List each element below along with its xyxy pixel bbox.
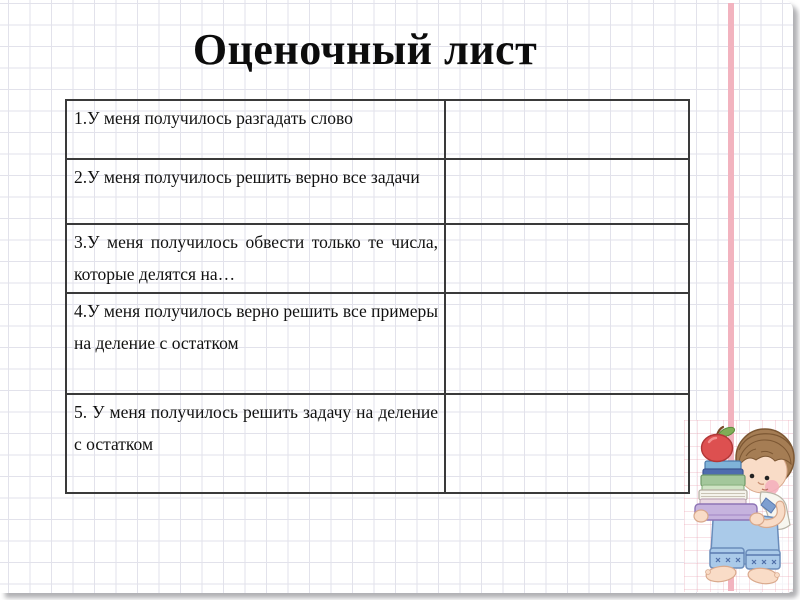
criterion-cell: 2.У меня получилось решить верно все задачи	[66, 159, 445, 224]
answer-cell	[445, 293, 689, 394]
answer-cell	[445, 224, 689, 293]
table-row	[66, 100, 689, 159]
answer-cell	[445, 159, 689, 224]
criterion-cell: 1.У меня получилось разгадать слово	[66, 100, 445, 159]
boy-with-books-clipart-icon	[683, 420, 798, 592]
slide-title: Оценочный лист	[192, 25, 538, 74]
answer-cell	[445, 394, 689, 493]
evaluation-table	[65, 99, 690, 494]
table-row	[66, 293, 689, 394]
table-row	[66, 224, 689, 293]
criterion-cell: 5. У меня получилось решить задачу на деление с остатком	[66, 394, 445, 493]
table-row	[66, 159, 689, 224]
criterion-cell: 3.У меня получилось обвести только те числа, которые делятся на…	[66, 224, 445, 293]
table-row	[66, 394, 689, 493]
answer-cell	[445, 100, 689, 159]
criterion-cell: 4.У меня получилось верно решить все примеры на деление с остатком	[66, 293, 445, 394]
